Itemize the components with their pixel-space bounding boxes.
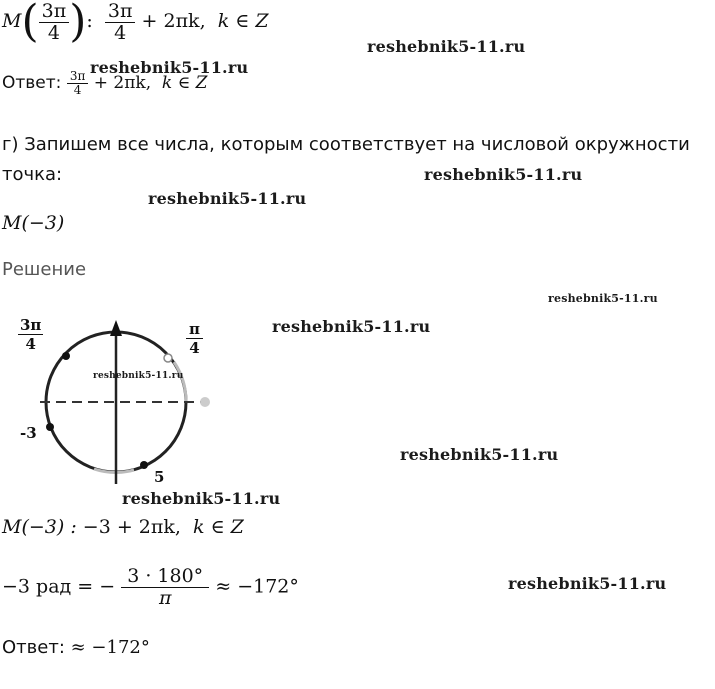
- point-5: [140, 461, 148, 469]
- watermark: reshebnik5-11.ru: [508, 574, 667, 593]
- fraction-denominator: 4: [47, 21, 60, 44]
- colon: :: [86, 10, 93, 32]
- fraction-numerator: 3π: [105, 1, 136, 23]
- answer-label: Ответ:: [2, 73, 62, 94]
- watermark: reshebnik5-11.ru: [93, 371, 184, 381]
- watermark: reshebnik5-11.ru: [272, 317, 431, 336]
- condition: k ∈ Z: [217, 10, 269, 32]
- task-g-line-1: г) Запишем все числа, которым соответствует на числовой окружности: [2, 134, 690, 155]
- point-argument-fraction: [39, 1, 70, 44]
- fraction-denominator: 4: [73, 83, 82, 98]
- vertical-axis-arrow: [110, 320, 122, 336]
- conversion-numerator: 3 · 180°: [121, 566, 209, 588]
- conversion-lhs: −3 рад = −: [2, 575, 116, 598]
- answer-2-label: Ответ:: [2, 637, 65, 658]
- point-pi-4: [164, 354, 172, 362]
- point-minus-3: [46, 423, 54, 431]
- watermark: reshebnik5-11.ru: [400, 445, 559, 464]
- fraction-denominator: 4: [114, 21, 127, 44]
- formula-condition: k ∈ Z: [193, 516, 244, 538]
- watermark: reshebnik5-11.ru: [367, 37, 526, 56]
- watermark: reshebnik5-11.ru: [90, 58, 249, 77]
- point-3pi-4: [62, 352, 70, 360]
- m-minus-3-formula: [2, 516, 244, 538]
- label-minus-3: -3: [20, 424, 37, 442]
- answer-condition: k ∈ Z: [161, 73, 208, 94]
- answer-2-value: ≈ −172°: [70, 637, 150, 658]
- label-3pi-den: 4: [25, 335, 36, 353]
- solution-heading: Решение: [2, 259, 87, 280]
- label-pi-over-4: [186, 320, 203, 357]
- task-g-line-2: точка:: [2, 164, 63, 185]
- answer-rest: + 2πk,: [93, 73, 152, 94]
- label-pi-num: π: [186, 320, 203, 339]
- answer-fraction: [67, 70, 89, 97]
- right-paren: ): [69, 0, 87, 47]
- conversion-fraction: [121, 566, 209, 609]
- conversion-denominator: π: [158, 586, 172, 609]
- left-paren: (: [21, 0, 39, 47]
- fraction-numerator: 3π: [39, 1, 70, 23]
- value-fraction: [105, 1, 136, 44]
- answer-2: [2, 637, 150, 658]
- formula-rhs: −3 + 2πk,: [82, 516, 181, 538]
- watermark: reshebnik5-11.ru: [548, 292, 658, 305]
- conversion-rhs: ≈ −172°: [215, 575, 299, 598]
- label-3pi-num: 3π: [20, 316, 42, 334]
- fraction-numerator: 3π: [67, 70, 89, 84]
- point-label: M: [2, 10, 22, 32]
- horizontal-axis-arrow-tip: [200, 397, 210, 407]
- watermark: reshebnik5-11.ru: [424, 165, 583, 184]
- watermark: reshebnik5-11.ru: [148, 189, 307, 208]
- label-3pi-over-4: [18, 316, 43, 353]
- unit-circle-figure: [14, 312, 244, 497]
- point-m-minus-3: M(−3): [2, 212, 65, 234]
- label-5: 5: [154, 468, 165, 486]
- point-equation: [2, 0, 269, 47]
- radian-conversion: [2, 566, 299, 609]
- label-pi-den: 4: [189, 339, 200, 357]
- value-rest: + 2πk,: [141, 10, 206, 32]
- formula-lhs: M(−3) :: [2, 516, 77, 538]
- watermark: reshebnik5-11.ru: [122, 489, 281, 508]
